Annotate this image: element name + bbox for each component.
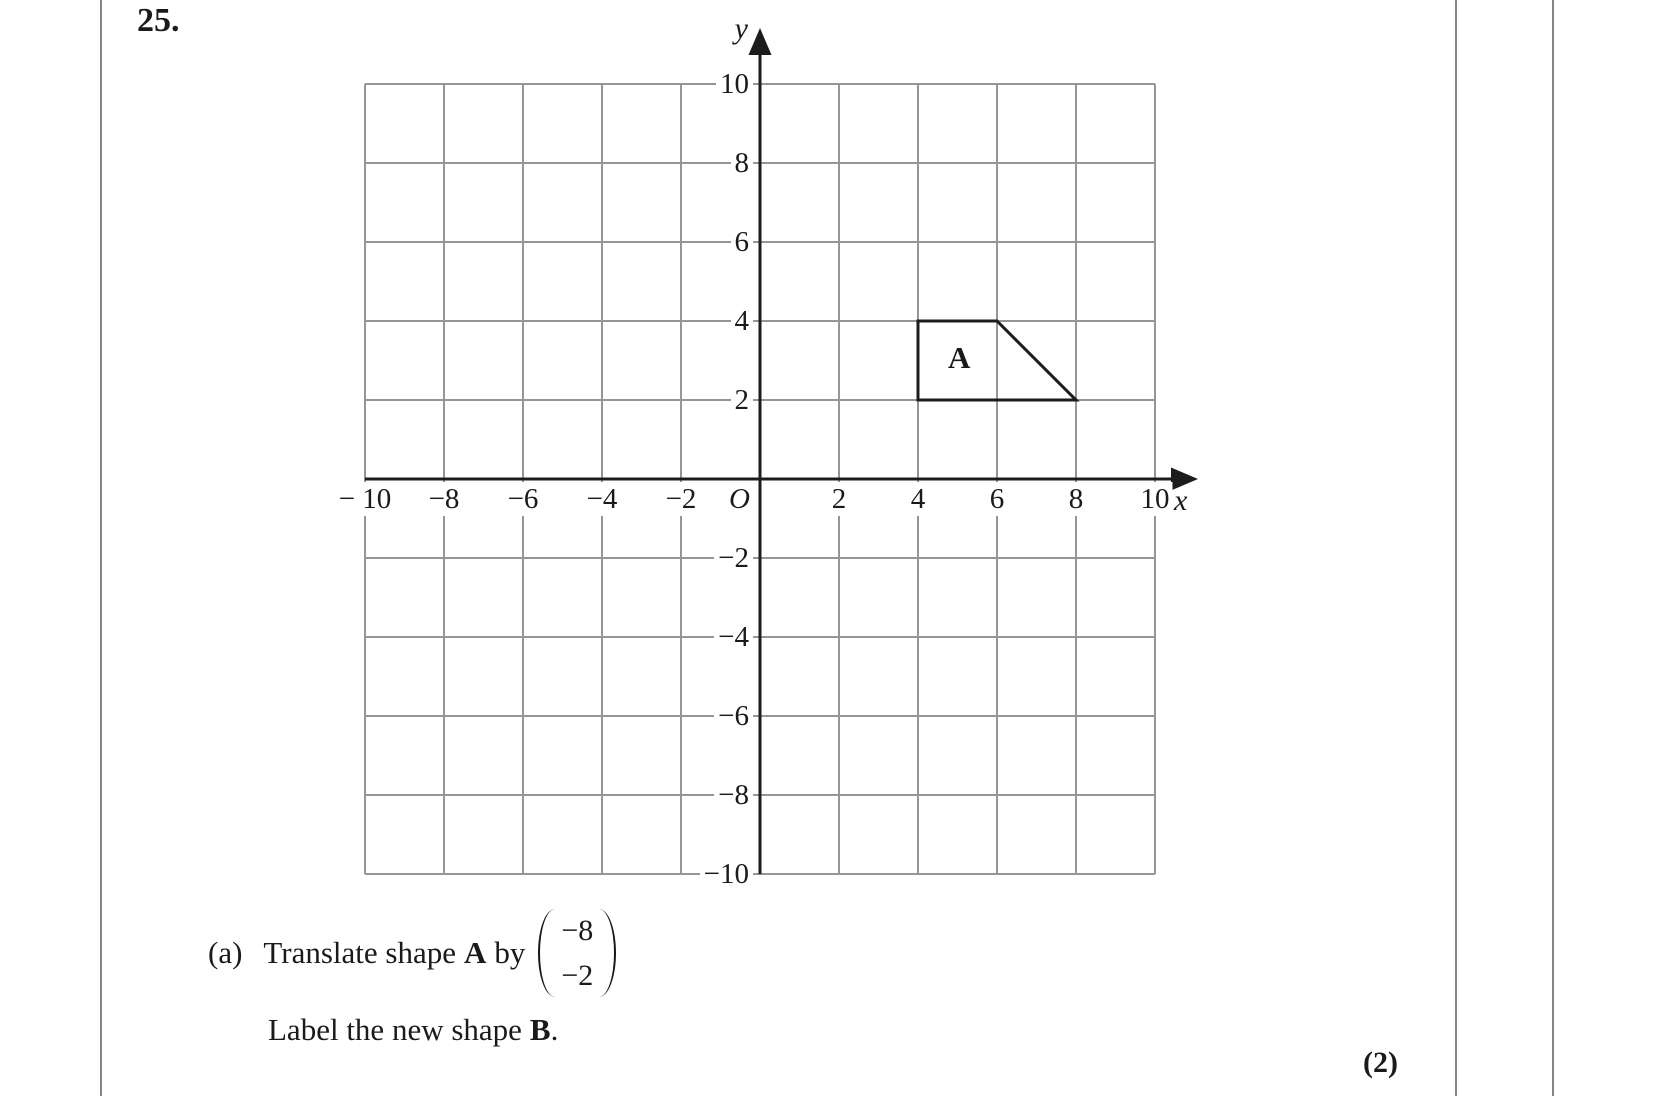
y-tick-label: 2 [731,383,754,417]
x-tick-label: −2 [663,482,700,516]
y-tick-label: −6 [714,699,753,733]
part-a-text-after: by [494,935,526,970]
y-tick-label: 6 [731,225,754,259]
question-number: 25. [137,2,180,39]
axes [365,45,1183,874]
y-tick-label: 10 [716,67,753,101]
vector-values [555,908,599,998]
x-tick-label: − 10 [336,482,395,516]
x-tick-label: −6 [505,482,542,516]
y-tick-label: −4 [714,620,753,654]
y-tick-label: −8 [714,778,753,812]
part-a-shape-name: A [463,935,487,970]
shape-a-label: A [948,340,971,375]
y-tick-label: 4 [731,304,754,338]
y-tick-label: −2 [714,541,753,575]
y-tick-label: −10 [700,857,753,891]
x-tick-label: 6 [987,482,1008,516]
part-a-label: (a) [208,935,243,970]
x-tick-label: 8 [1066,482,1087,516]
part-a-instruction [208,906,616,1000]
vector-x-value: −8 [561,914,594,947]
right-paren-icon [599,909,616,997]
x-tick-label: −8 [426,482,463,516]
marks-badge: (2) [1363,1046,1398,1079]
y-axis-arrow-icon [749,28,772,55]
x-axis-label: x [1174,484,1188,517]
part-a-line2 [268,1012,558,1048]
origin-label: O [729,483,750,515]
line2-text: Label the new shape [268,1012,522,1047]
x-tick-label: 4 [908,482,929,516]
vector-y-value: −2 [561,959,594,992]
y-tick-label: 8 [731,146,754,180]
translation-vector [538,908,616,998]
left-paren-icon [538,909,555,997]
part-a-text-before: Translate shape [263,935,456,970]
y-axis-label: y [734,12,748,45]
x-tick-label: 10 [1138,482,1173,516]
x-tick-label: −4 [584,482,621,516]
x-tick-label: 2 [829,482,850,516]
line2-period: . [550,1012,559,1047]
line2-shape-name: B [529,1012,551,1047]
